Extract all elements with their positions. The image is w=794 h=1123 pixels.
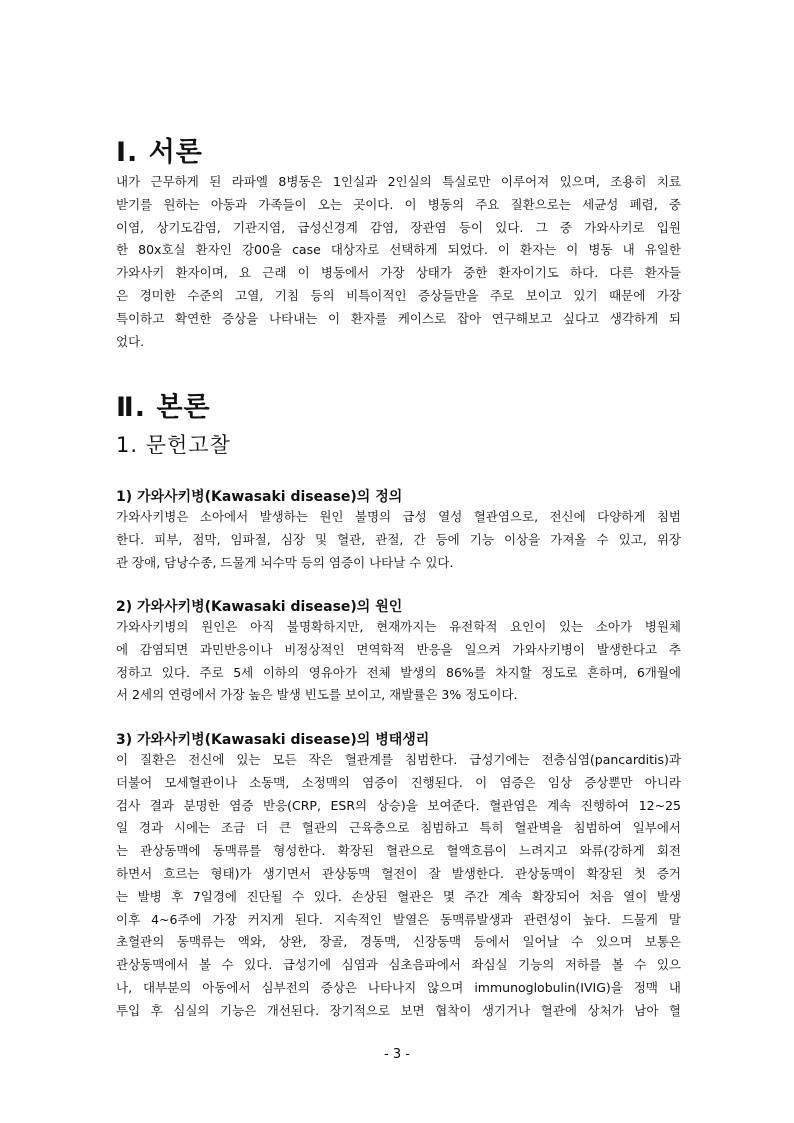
paragraph-line: 정하고 있다. 주로 5세 이하의 영유아가 전체 발생의 86%를 차지할 정도로 흔하며, 6개월에 xyxy=(116,664,681,680)
subsection-heading-literature-review: 1. 문헌고찰 xyxy=(116,433,231,457)
paragraph-line: 이 질환은 전신에 있는 모든 작은 혈관계를 침범한다. 급성기에는 전층심염(pancarditis)과 xyxy=(116,752,681,767)
pathophysiology-paragraph xyxy=(116,749,681,1023)
paragraph-line: 는 관상동맥에 동맥류를 형성한다. 확장된 혈관으로 혈액흐름이 느려지고 와류(강하게 회전 xyxy=(116,843,681,859)
definition-paragraph xyxy=(116,506,681,574)
paragraph-line: 가와사키병은 소아에서 발생하는 원인 불명의 급성 열성 혈관염으로, 전신에 다양하게 침범 xyxy=(116,509,681,524)
introduction-paragraph xyxy=(116,171,681,353)
paragraph-line: 었다. xyxy=(116,333,145,349)
paragraph-line: 이후 4~6주에 가장 커지게 된다. 지속적인 발열은 동맥류발생과 관련성이 높다. 드물게 말 xyxy=(116,911,681,927)
paragraph-line: 가와사키 환자이며, 요 근래 이 병동에서 가장 상태가 중한 환자이기도 하다. 다른 환자들 xyxy=(116,265,681,281)
topic-heading-definition: 1) 가와사키병(Kawasaki disease)의 정의 xyxy=(116,489,403,505)
paragraph-line: 더불어 모세혈관이나 소동맥, 소정맥의 염증이 진행된다. 이 염증은 임상 증상뿐만 아니라 xyxy=(116,774,681,790)
paragraph-line: 이염, 상기도감염, 기관지염, 급성신경계 감염, 장관염 등이 있다. 그 중 가와사키로 입원 xyxy=(116,219,681,235)
section-heading-body: Ⅱ. 본론 xyxy=(116,392,211,423)
paragraph-line: 에 감염되면 과민반응이나 비정상적인 면역학적 반응을 일으켜 가와사키병이 발생한다고 추 xyxy=(116,641,681,657)
cause-paragraph xyxy=(116,616,681,707)
paragraph-line: 관상동맥에서 볼 수 있다. 급성기에 심염과 심초음파에서 좌심실 기능의 저하를 볼 수 있으 xyxy=(116,957,681,973)
paragraph-line: 특이하고 확연한 증상을 나타내는 이 환자를 케이스로 잡아 연구해보고 싶다고 생각하게 되 xyxy=(116,310,681,326)
paragraph-line: 투입 후 심실의 기능은 개선된다. 장기적으로 보면 협착이 생기거나 혈관에 상처가 남아 혈 xyxy=(116,1002,681,1018)
paragraph-line: 나, 대부분의 아동에서 심부전의 증상은 나타나지 않으며 immunoglobulin(IVIG)을 정맥 내 xyxy=(116,979,681,995)
paragraph-line: 한다. 피부, 점막, 임파절, 심장 및 혈관, 관절, 간 등에 기능 이상을 가져올 수 있고, 위장 xyxy=(116,531,681,547)
topic-heading-pathophysiology: 3) 가와사키병(Kawasaki disease)의 병태생리 xyxy=(116,732,430,748)
paragraph-line: 가와사키병의 원인은 아직 불명확하지만, 현재까지는 유전학적 요인이 있는 소아가 병원체 xyxy=(116,619,681,634)
paragraph-line: 검사 결과 분명한 염증 반응(CRP, ESR의 상승)을 보여준다. 혈관염은 계속 진행하여 12~25 xyxy=(116,797,681,813)
paragraph-line: 은 경미한 수준의 고열, 기침 등의 비특이적인 증상들만을 주로 보이고 있기 때문에 가장 xyxy=(116,287,681,303)
page-number: - 3 - xyxy=(384,1047,410,1062)
topic-heading-cause: 2) 가와사키병(Kawasaki disease)의 원인 xyxy=(116,599,403,615)
paragraph-line: 내가 근무하게 된 라파엘 8병동은 1인실과 2인실의 특실로만 이루어져 있으며, 조용히 치료 xyxy=(116,174,681,189)
paragraph-line: 는 발병 후 7일경에 진단될 수 있다. 손상된 혈관은 몇 주간 계속 확장되어 처음 열이 발생 xyxy=(116,888,681,904)
paragraph-line: 관 장애, 담낭수종, 드물게 뇌수막 등의 염증이 나타날 수 있다. xyxy=(116,554,454,570)
section-heading-introduction: Ⅰ. 서론 xyxy=(116,137,203,168)
paragraph-line: 하면서 흐르는 형태)가 생기면서 관상동맥 혈전이 잘 발생한다. 관상동맥이 확장된 첫 증거 xyxy=(116,865,681,881)
paragraph-line: 서 2세의 연령에서 가장 높은 발생 빈도를 보이고, 재발률은 3% 정도이다. xyxy=(116,687,518,703)
paragraph-line: 한 80x호실 환자인 강00을 case 대상자로 선택하게 되었다. 이 환자는 이 병동 내 유일한 xyxy=(116,242,681,258)
paragraph-line: 일 경과 시에는 조금 더 큰 혈관의 근육층으로 침범하고 특히 혈관벽을 침범하여 일부에서 xyxy=(116,820,681,836)
paragraph-line: 받기를 원하는 아동과 가족들이 오는 곳이다. 이 병동의 주요 질환으로는 세균성 폐렴, 중 xyxy=(116,196,681,212)
paragraph-line: 초혈관의 동맥류는 액와, 상완, 장골, 경동맥, 신장동맥 등에서 일어날 수 있으며 보통은 xyxy=(116,934,681,950)
